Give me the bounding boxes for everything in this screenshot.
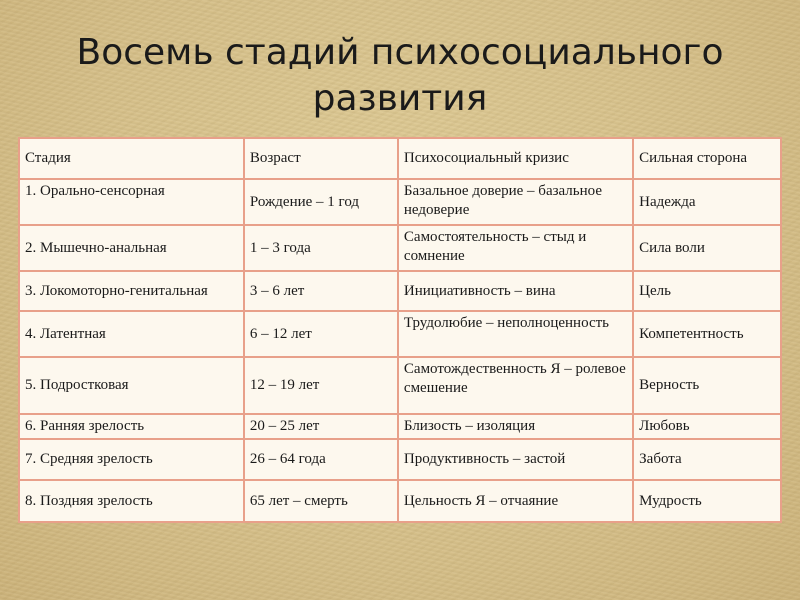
cell-stage: 1. Орально-сенсорная bbox=[19, 179, 244, 225]
cell-age: 20 – 25 лет bbox=[244, 414, 398, 439]
cell-crisis: Близость – изоляция bbox=[398, 414, 633, 439]
cell-age: Рождение – 1 год bbox=[244, 179, 398, 225]
title-line-1: Восемь стадий психосоциального bbox=[76, 32, 724, 73]
table-row bbox=[19, 225, 781, 271]
header-stage: Стадия bbox=[19, 138, 244, 179]
cell-strength: Верность bbox=[633, 357, 781, 414]
cell-age: 3 – 6 лет bbox=[244, 271, 398, 311]
cell-crisis: Цельность Я – отчаяние bbox=[398, 480, 633, 522]
header-crisis: Психосоциальный кризис bbox=[398, 138, 633, 179]
cell-strength: Компетентность bbox=[633, 311, 781, 357]
table-row bbox=[19, 414, 781, 439]
cell-strength: Сила воли bbox=[633, 225, 781, 271]
cell-crisis: Базальное доверие – базальное недоверие bbox=[398, 179, 633, 225]
table-row bbox=[19, 480, 781, 522]
table-row bbox=[19, 439, 781, 480]
page-title bbox=[0, 30, 800, 122]
cell-crisis: Продуктивность – застой bbox=[398, 439, 633, 480]
cell-age: 65 лет – смерть bbox=[244, 480, 398, 522]
cell-stage: 8. Поздняя зрелость bbox=[19, 480, 244, 522]
cell-stage: 5. Подростковая bbox=[19, 357, 244, 414]
table-row bbox=[19, 179, 781, 225]
stages-table-container bbox=[18, 137, 782, 520]
cell-strength: Цель bbox=[633, 271, 781, 311]
cell-stage: 6. Ранняя зрелость bbox=[19, 414, 244, 439]
cell-crisis: Самостоятельность – стыд и сомнение bbox=[398, 225, 633, 271]
cell-age: 6 – 12 лет bbox=[244, 311, 398, 357]
cell-age: 26 – 64 года bbox=[244, 439, 398, 480]
header-strength: Сильная сторона bbox=[633, 138, 781, 179]
cell-strength: Забота bbox=[633, 439, 781, 480]
cell-stage: 4. Латентная bbox=[19, 311, 244, 357]
title-line-2: развития bbox=[312, 78, 488, 119]
cell-strength: Любовь bbox=[633, 414, 781, 439]
table-row bbox=[19, 311, 781, 357]
table-row bbox=[19, 357, 781, 414]
table-header-row bbox=[19, 138, 781, 179]
cell-crisis: Трудолюбие – неполноценность bbox=[398, 311, 633, 357]
cell-strength: Надежда bbox=[633, 179, 781, 225]
cell-stage: 3. Локомоторно-генитальная bbox=[19, 271, 244, 311]
stages-table bbox=[18, 137, 782, 523]
cell-strength: Мудрость bbox=[633, 480, 781, 522]
table-row bbox=[19, 271, 781, 311]
cell-crisis: Инициативность – вина bbox=[398, 271, 633, 311]
cell-age: 12 – 19 лет bbox=[244, 357, 398, 414]
cell-crisis: Самотождественность Я – ролевое смешение bbox=[398, 357, 633, 414]
cell-stage: 2. Мышечно-анальная bbox=[19, 225, 244, 271]
cell-age: 1 – 3 года bbox=[244, 225, 398, 271]
header-age: Возраст bbox=[244, 138, 398, 179]
cell-stage: 7. Средняя зрелость bbox=[19, 439, 244, 480]
